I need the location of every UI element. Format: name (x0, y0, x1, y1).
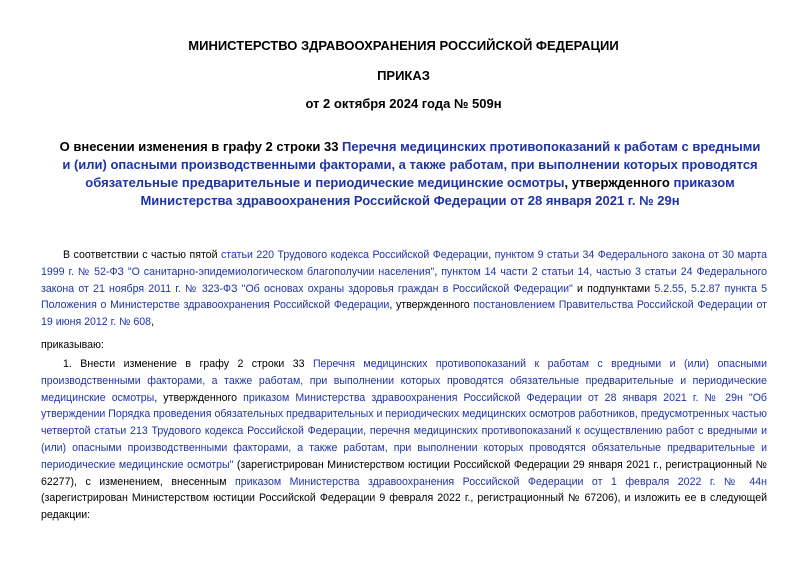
document-title (55, 138, 765, 210)
paragraph-text: (зарегистрирован Министерством юстиции Российской Федерации 29 января 2021 г., регистрационный № 62277), с изменением, внесенным (41, 458, 767, 488)
document-type-heading: ПРИКАЗ (377, 68, 430, 83)
link-labor-code[interactable]: статьи 220 Трудового кодекса Российской Федерации (220, 249, 489, 261)
link-ministry-regulation[interactable]: 5.2.55, 5.2.87 пункта 5 Положения о Министерстве здравоохранения Российской Федерации (41, 282, 767, 312)
link-law-323fz[interactable]: пунктом 14 части 2 статьи 14, частью 3 статьи 24 Федерального закона от 21 ноября 2011 г. № 323-ФЗ "Об основах охраны здоровья граждан в Российской Федерации" (41, 265, 767, 295)
paragraph-text: , утвержденного (154, 391, 244, 404)
paragraph-text: , (151, 316, 155, 329)
title-text: О внесении изменения в графу 2 строки 33 (59, 139, 343, 154)
title-link-order[interactable]: приказом Министерства здравоохранения Российской Федерации от 28 января 2021 г. № 29н (140, 175, 735, 208)
ministry-heading: МИНИСТЕРСТВО ЗДРАВООХРАНЕНИЯ РОССИЙСКОЙ ФЕДЕРАЦИИ (188, 38, 619, 53)
preamble-paragraph (41, 247, 767, 331)
order-word: приказываю: (41, 339, 104, 351)
link-law-52fz[interactable]: пунктом 9 статьи 34 Федерального закона от 30 марта 1999 г. № 52-ФЗ "О санитарно-эпидемиологическом благополучии населения" (41, 249, 768, 278)
link-order-44n[interactable]: приказом Министерства здравоохранения Российской Федерации от 1 февраля 2022 г. № 44н (235, 475, 767, 488)
title-link-list[interactable]: Перечня медицинских противопоказаний к работам с вредными и (или) опасными производственными факторами, а также работам, при выполнении которых проводятся обязательные предварительные и периодические медицинские осмотры (62, 139, 761, 190)
paragraph-text: В соответствии с частью пятой (63, 249, 221, 261)
paragraph-text: 1. Внести изменение в графу 2 строки 33 (63, 358, 313, 370)
paragraph-text: , утвержденного (389, 299, 474, 312)
link-government-decree[interactable]: постановлением Правительства Российской Федерации от 19 июня 2012 г. № 608 (41, 299, 768, 329)
date-number-heading: от 2 октября 2024 года № 509н (305, 96, 502, 111)
paragraph-text: (зарегистрирован Министерством юстиции Российской Федерации 9 февраля 2022 г., регистрационный № 67206), и изложить ее в следующей редакции: (41, 492, 767, 522)
item-1-paragraph (41, 356, 767, 524)
paragraph-text: и подпунктами (572, 282, 655, 295)
paragraph-text: , (434, 265, 442, 278)
paragraph-text: , (488, 249, 495, 261)
title-text: , утвержденного (564, 175, 674, 190)
link-contraindications-list[interactable]: Перечня медицинских противопоказаний к работам с вредными и (или) опасными производственными факторами, а также работам, при выполнении которых проводятся обязательные предварительные и периодические медицинские осмотры (41, 358, 767, 404)
link-order-29n[interactable]: приказом Министерства здравоохранения Российской Федерации от 28 января 2021 г. № 29н "Об утверждении Порядка проведения обязательных предварительных и периодических медицинских осмотров работников, предусмотренных частью четвертой статьи 213 Трудового кодекса Российской Федерации, перечня медицинских противопоказаний к осуществлению работ с вредными и (или) опасными производственными факторами, а также работам, при выполнении которых проводятся обязательные предварительные и периодические медицинские осмотры" (41, 391, 767, 471)
